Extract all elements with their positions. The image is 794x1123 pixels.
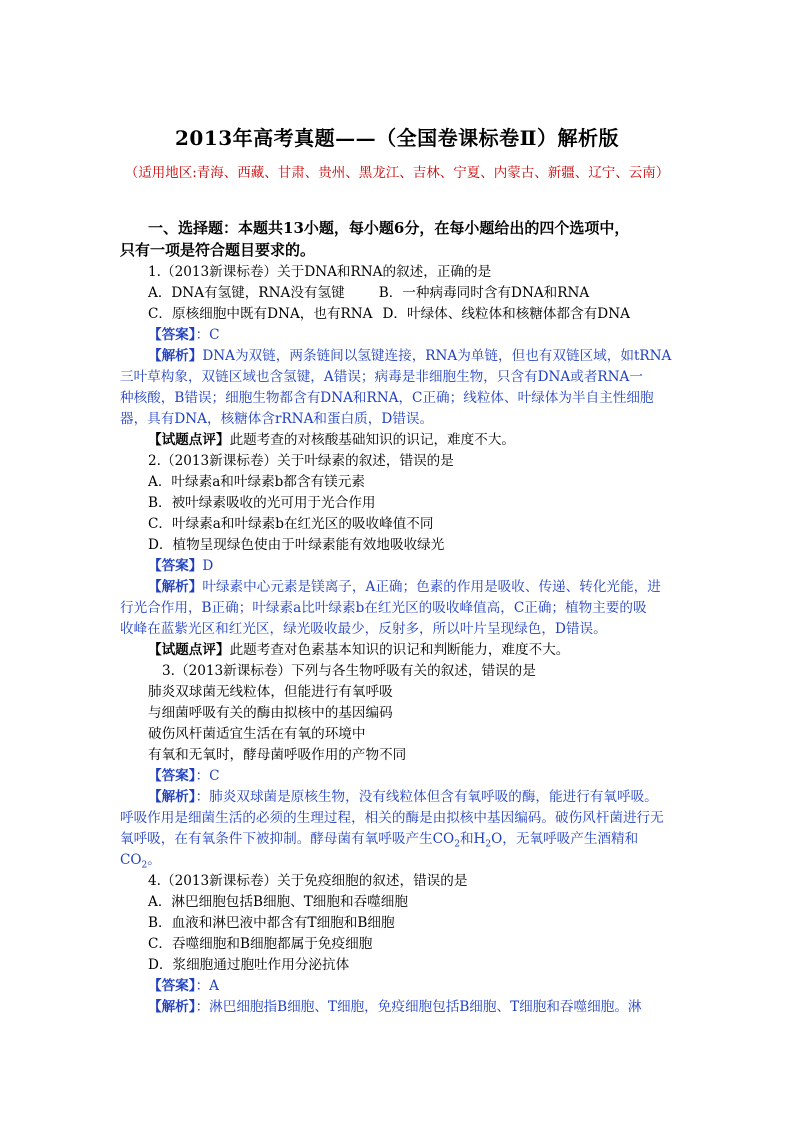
q3-answer-tag: 【答案】 bbox=[148, 768, 196, 784]
q2-analysis-line3: 收峰在蓝紫光区和红光区，绿光吸收最少，反射多，所以叶片呈现绿色，D错误。 bbox=[120, 621, 607, 637]
q1-stem: 1.（2013新课标卷）关于DNA和RNA的叙述，正确的是 bbox=[148, 264, 492, 280]
q2-option-d: D．植物呈现绿色使由于叶绿素能有效地吸收绿光 bbox=[148, 537, 445, 553]
q1-options-ab bbox=[148, 283, 708, 303]
q1-answer-value: ：C bbox=[195, 327, 220, 343]
q4-answer bbox=[148, 976, 708, 996]
q3-analysis-text3b: 和H bbox=[459, 831, 486, 847]
q4-stem: 4.（2013新课标卷）关于免疫细胞的叙述，错误的是 bbox=[148, 873, 468, 889]
q3-stem: 3.（2013新课标卷）下列与各生物呼吸有关的叙述，错误的是 bbox=[162, 663, 536, 679]
q3-option-d: 有氧和无氧时，酵母菌呼吸作用的产物不同 bbox=[148, 747, 407, 763]
q1-analysis-text1: DNA为双链，两条链间以氢键连接，RNA为单链，但也有双链区域，如tRNA bbox=[202, 348, 672, 364]
q2-comment bbox=[148, 640, 708, 660]
q3-option-a: 肺炎双球菌无线粒体，但能进行有氧呼吸 bbox=[148, 684, 393, 700]
q1-answer bbox=[148, 325, 708, 345]
q2-option-a: A．叶绿素a和叶绿素b都含有镁元素 bbox=[148, 474, 365, 490]
q1-comment bbox=[148, 430, 708, 450]
q1-options-cd bbox=[148, 304, 708, 324]
q2-comment-tag: 【试题点评】 bbox=[148, 642, 230, 658]
q2-answer bbox=[148, 556, 708, 576]
q2-analysis-tag: 【解析】 bbox=[148, 579, 203, 595]
q3-analysis-text3a: 氧呼吸，在有氧条件下被抑制。酵母菌有氧呼吸产生CO bbox=[120, 831, 455, 847]
q3-analysis-line1 bbox=[148, 787, 708, 807]
q2-comment-text: 此题考查对色素基本知识的识记和判断能力，难度不大。 bbox=[229, 642, 570, 658]
q1-option-c: C．原核细胞中既有DNA，也有RNA bbox=[148, 306, 373, 322]
q3-option-b: 与细菌呼吸有关的酶由拟核中的基因编码 bbox=[148, 705, 393, 721]
q2-analysis-line1 bbox=[148, 577, 708, 597]
page-subtitle: （适用地区:青海、西藏、甘肃、贵州、黑龙江、吉林、宁夏、内蒙古、新疆、辽宁、云南） bbox=[124, 165, 670, 181]
q4-analysis-line1 bbox=[148, 997, 708, 1017]
q3-analysis-text1: ：肺炎双球菌是原核生物，没有线粒体但含有氧呼吸的酶，能进行有氧呼吸。 bbox=[195, 789, 658, 805]
q3-analysis-text3c: O，无氧呼吸产生酒精和 bbox=[491, 831, 639, 847]
q4-option-c: C．吞噬细胞和B细胞都属于免疫细胞 bbox=[148, 936, 373, 952]
q1-comment-text: 此题考查的对核酸基础知识的识记，难度不大。 bbox=[229, 432, 516, 448]
q2-option-c: C．叶绿素a和叶绿素b在红光区的吸收峰值不同 bbox=[148, 516, 434, 532]
q2-option-b: B．被叶绿素吸收的光可用于光合作用 bbox=[148, 495, 376, 511]
q4-option-d: D．浆细胞通过胞吐作用分泌抗体 bbox=[148, 957, 350, 973]
q4-option-a: A．淋巴细胞包括B细胞、T细胞和吞噬细胞 bbox=[148, 894, 408, 910]
q1-analysis-line2: 三叶草构象，双链区域也含氢键，A错误；病毒是非细胞生物，只含有DNA或者RNA一 bbox=[120, 369, 643, 385]
q1-answer-tag: 【答案】 bbox=[148, 327, 196, 343]
q3-analysis-sub4: 2 bbox=[141, 860, 148, 871]
q3-analysis-text4b: 。 bbox=[147, 852, 161, 868]
q1-analysis-line4: 器，具有DNA，核糖体含rRNA和蛋白质，D错误。 bbox=[120, 411, 434, 427]
q1-analysis-line3: 种核酸，B错误；细胞生物都含有DNA和RNA，C正确；线粒体、叶绿体为半自主性细胞 bbox=[120, 390, 654, 406]
q1-option-b: B．一种病毒同时含有DNA和RNA bbox=[378, 285, 590, 301]
section-heading-line2: 只有一项是符合题目要求的。 bbox=[120, 241, 316, 259]
q2-analysis-text1: 叶绿素中心元素是镁离子，A正确；色素的作用是吸收、传递、转化光能，进 bbox=[202, 579, 661, 595]
q3-option-c: 破伤风杆菌适宜生活在有氧的环境中 bbox=[148, 726, 366, 742]
section-heading-line1: 一、选择题：本题共13小题，每小题6分，在每小题给出的四个选项中， bbox=[148, 219, 630, 237]
q4-answer-tag: 【答案】 bbox=[148, 978, 196, 994]
q1-option-a: A．DNA有氢键，RNA没有氢键 bbox=[148, 285, 345, 301]
q1-analysis-tag: 【解析】 bbox=[148, 348, 203, 364]
q1-analysis-line1 bbox=[148, 346, 708, 366]
q3-analysis-sub2: 2 bbox=[485, 839, 492, 850]
q3-answer bbox=[148, 766, 708, 786]
q2-answer-value: D bbox=[202, 558, 214, 574]
q4-option-b: B．血液和淋巴液中都含有T细胞和B细胞 bbox=[148, 915, 395, 931]
q3-answer-value: ：C bbox=[195, 768, 220, 784]
q4-analysis-text1: ：淋巴细胞指B细胞、T细胞，免疫细胞包括B细胞、T细胞和吞噬细胞。淋 bbox=[195, 999, 642, 1015]
q2-analysis-line2: 行光合作用，B正确；叶绿素a比叶绿素b在红光区的吸收峰值高，C正确；植物主要的吸 bbox=[120, 600, 647, 616]
q4-answer-value: ：A bbox=[195, 978, 219, 994]
q3-analysis-sub1: 2 bbox=[454, 839, 460, 850]
q2-stem: 2.（2013新课标卷）关于叶绿素的叙述，错误的是 bbox=[148, 453, 454, 469]
q3-analysis-tag: 【解析】 bbox=[148, 789, 196, 805]
page-title: 2013年高考真题——（全国卷课标卷Ⅱ）解析版 bbox=[174, 126, 620, 150]
q1-option-d: D．叶绿体、线粒体和核糖体都含有DNA bbox=[382, 306, 630, 322]
q3-analysis-text4a: CO bbox=[120, 852, 142, 868]
q1-comment-tag: 【试题点评】 bbox=[148, 432, 230, 448]
q3-analysis-line2: 呼吸作用是细菌生活的必须的生理过程，相关的酶是由拟核中基因编码。破伤风杆菌进行无 bbox=[120, 810, 664, 826]
q4-analysis-tag: 【解析】 bbox=[148, 999, 196, 1015]
q2-answer-tag: 【答案】 bbox=[148, 558, 203, 574]
